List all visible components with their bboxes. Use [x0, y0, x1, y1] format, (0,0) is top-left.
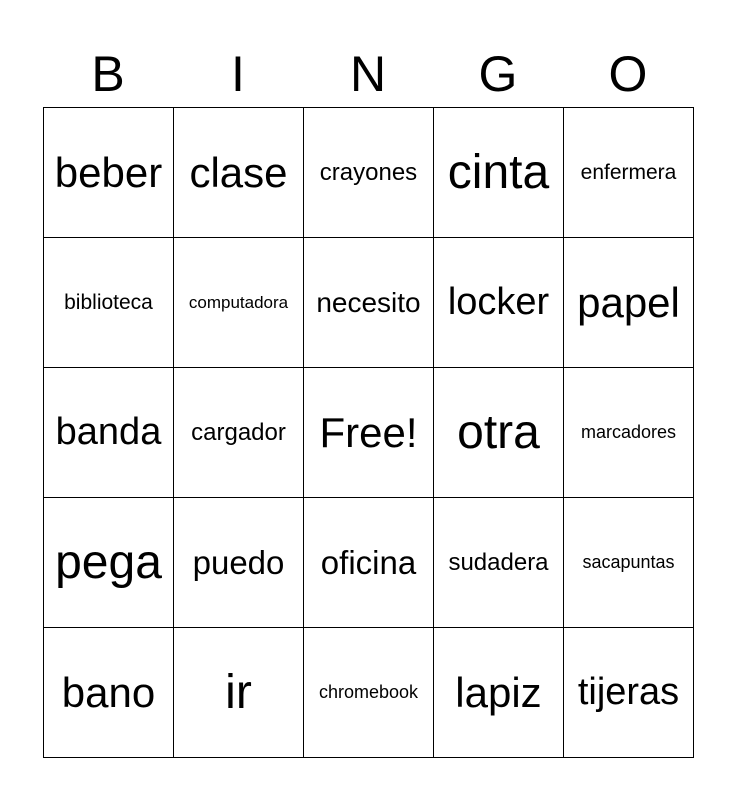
bingo-cell[interactable]	[434, 368, 564, 498]
bingo-cell[interactable]	[304, 498, 434, 628]
cell-word: enfermera	[580, 160, 677, 184]
header-letter-i: I	[231, 46, 245, 102]
bingo-cell[interactable]	[304, 628, 434, 758]
cell-word: banda	[55, 411, 162, 453]
free-space: Free!	[319, 408, 418, 456]
cell-word: sacapuntas	[582, 552, 675, 572]
bingo-cell[interactable]	[434, 238, 564, 368]
cell-word: tijeras	[577, 671, 680, 713]
cell-word: otra	[457, 406, 540, 459]
cell-word: pega	[55, 536, 162, 589]
cell-word: cargador	[191, 418, 286, 446]
bingo-cell[interactable]	[434, 108, 564, 238]
cell-word: necesito	[316, 286, 421, 318]
cell-word: biblioteca	[64, 290, 153, 314]
header-letter-n: N	[349, 46, 387, 102]
bingo-cell[interactable]	[174, 368, 304, 498]
bingo-header	[43, 44, 693, 104]
cell-word: oficina	[320, 543, 417, 581]
cell-word: lapiz	[455, 668, 542, 716]
cell-word: cinta	[447, 146, 550, 199]
bingo-cell[interactable]	[174, 108, 304, 238]
bingo-cell[interactable]	[44, 238, 174, 368]
bingo-cell[interactable]	[304, 108, 434, 238]
cell-word: sudadera	[448, 548, 549, 576]
bingo-cell[interactable]	[44, 368, 174, 498]
bingo-cell[interactable]	[564, 368, 694, 498]
cell-word: papel	[577, 278, 680, 326]
header-letter-o: O	[608, 46, 648, 102]
bingo-cell[interactable]	[564, 628, 694, 758]
bingo-cell[interactable]	[304, 238, 434, 368]
bingo-cell[interactable]	[44, 628, 174, 758]
bingo-cell[interactable]	[434, 498, 564, 628]
cell-word: puedo	[192, 543, 285, 581]
bingo-cell[interactable]	[174, 628, 304, 758]
cell-word: bano	[61, 668, 156, 716]
header-letter-b: B	[91, 46, 125, 102]
header-letter-g: G	[478, 46, 518, 102]
cell-word: marcadores	[580, 422, 677, 442]
bingo-cell[interactable]	[44, 108, 174, 238]
bingo-cell[interactable]	[174, 238, 304, 368]
bingo-board	[43, 107, 694, 758]
cell-word: chromebook	[318, 682, 419, 702]
bingo-cell[interactable]	[174, 498, 304, 628]
cell-word: beber	[54, 148, 163, 196]
cell-word: crayones	[319, 158, 418, 186]
cell-word: computadora	[188, 292, 289, 312]
bingo-cell[interactable]	[304, 368, 434, 498]
bingo-cell[interactable]	[564, 108, 694, 238]
bingo-cell[interactable]	[44, 498, 174, 628]
cell-word: locker	[447, 281, 550, 323]
bingo-cell[interactable]	[564, 498, 694, 628]
cell-word: ir	[225, 666, 252, 719]
cell-word: clase	[189, 148, 288, 196]
bingo-cell[interactable]	[434, 628, 564, 758]
bingo-cell[interactable]	[564, 238, 694, 368]
